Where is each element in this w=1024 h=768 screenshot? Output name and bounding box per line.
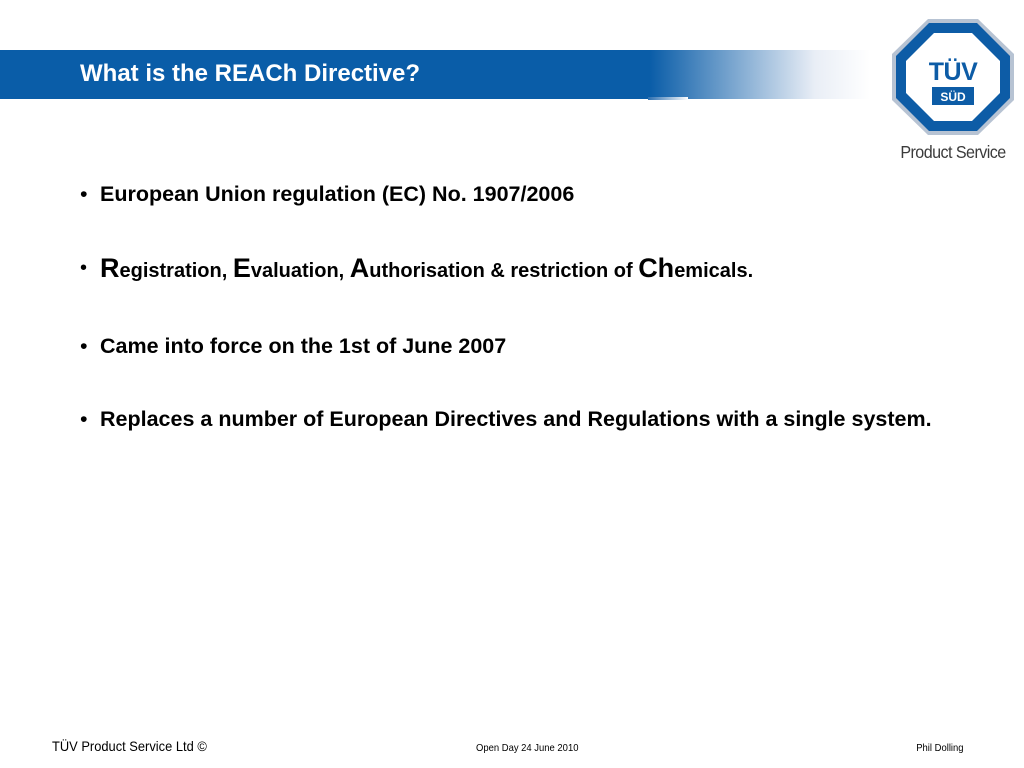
logo-brand-sud: SÜD xyxy=(940,90,966,104)
logo-brand-tuv: TÜV xyxy=(928,58,978,86)
acronym-rest-chemicals: emicals. xyxy=(674,260,754,282)
logo-caption: Product Service xyxy=(900,142,1006,162)
footer-author: Phil Dolling xyxy=(916,742,964,754)
bullet-item: • Replaces a number of European Directives and Regulations with a single system. xyxy=(78,403,938,435)
tuv-sud-octagon-icon xyxy=(890,17,1016,137)
acronym-rest-authorisation: uthorisation & restriction of xyxy=(369,260,639,282)
footer-event-date: Open Day 24 June 2010 xyxy=(476,742,579,754)
acronym-letter-e: E xyxy=(232,253,251,283)
tuv-sud-logo xyxy=(890,17,1016,167)
acronym-letter-r: R xyxy=(100,253,120,283)
title-band-accent xyxy=(648,97,688,100)
slide-title: What is the REACh Directive? xyxy=(80,60,421,87)
bullet-item-reach-acronym xyxy=(78,252,938,287)
acronym-letter-a: A xyxy=(349,253,370,283)
footer-copyright: TÜV Product Service Ltd © xyxy=(52,738,207,754)
bullet-list xyxy=(78,178,938,435)
bullet-item: • Came into force on the 1st of June 2007 xyxy=(78,330,938,362)
acronym-letter-ch: Ch xyxy=(638,253,675,283)
acronym-rest-evaluation: valuation, xyxy=(250,260,350,282)
bullet-item: • European Union regulation (EC) No. 1907/2006 xyxy=(78,178,938,210)
acronym-rest-registration: egistration, xyxy=(119,260,233,282)
